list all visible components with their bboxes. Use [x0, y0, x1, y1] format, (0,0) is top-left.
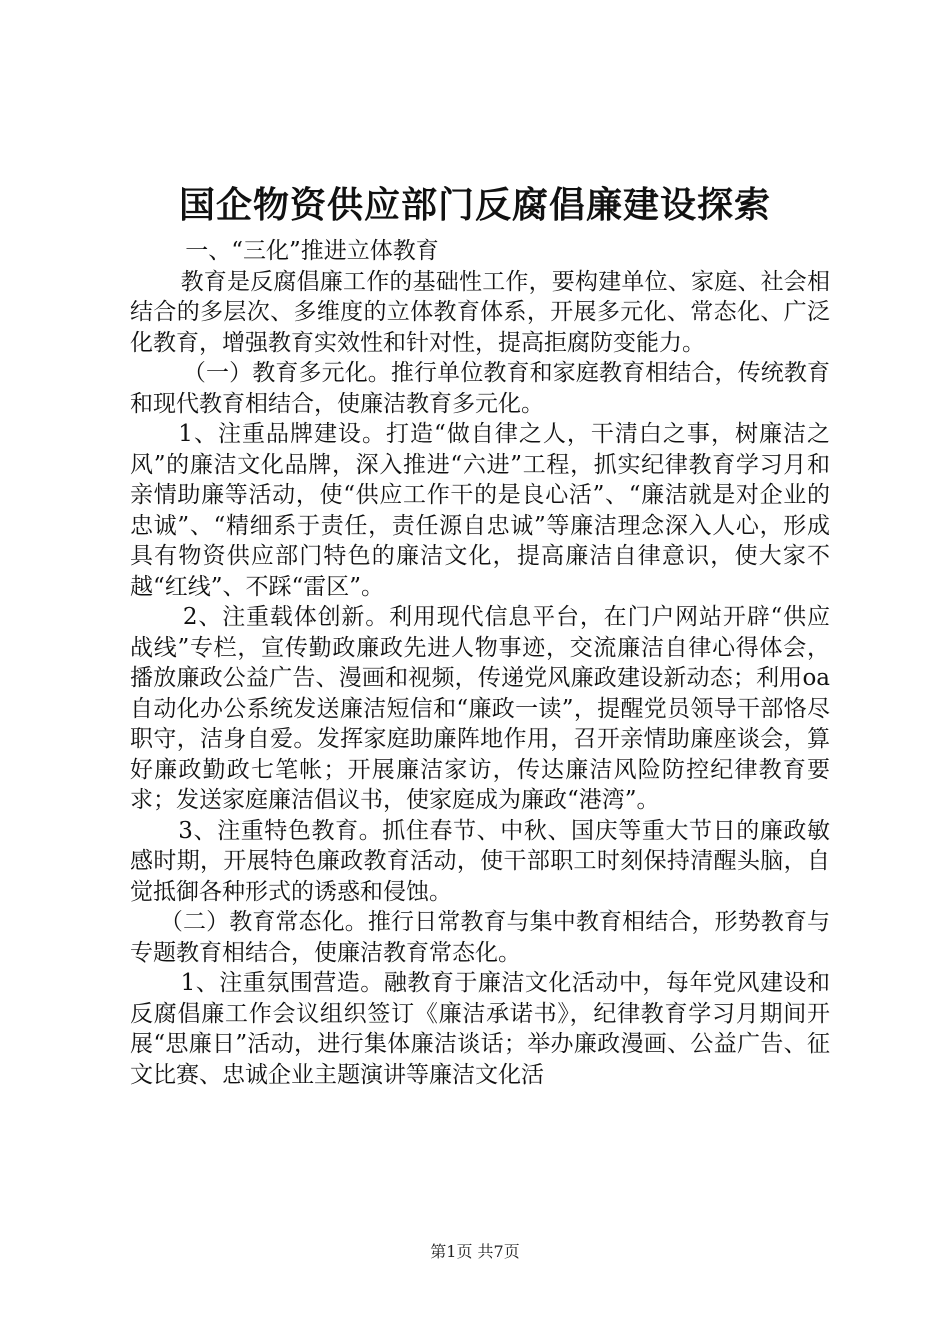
paragraph: 教育是反腐倡廉工作的基础性工作，要构建单位、家庭、社会相结合的多层次、多维度的立体教育体系，开展多元化、常态化、广泛化教育，增强教育实效性和针对性，提高拒腐防变能力。 [130, 268, 830, 356]
paragraph: （二）教育常态化。推行日常教育与集中教育相结合，形势教育与专题教育相结合，使廉洁教育常态化。 [130, 909, 830, 966]
paragraph: 1、注重品牌建设。打造“做自律之人，干清白之事，树廉洁之风”的廉洁文化品牌，深入推进“六进”工程，抓实纪律教育学习月和亲情助廉等活动，使“供应工作干的是良心活”、“廉洁就是对企业的忠诚”、“精细系于责任，责任源自忠诚”等廉洁理念深入人心，形成具有物资供应部门特色的廉洁文化，提高廉洁自律意识，使大家不越“红线”、不踩“雷区”。 [130, 421, 830, 600]
paragraph: 1、注重氛围营造。融教育于廉洁文化活动中，每年党风建设和反腐倡廉工作会议组织签订《廉洁承诺书》，纪律教育学习月期间开展“思廉日”活动，进行集体廉洁谈话；举办廉政漫画、公益广告、征文比赛、忠诚企业主题演讲等廉洁文化活 [130, 970, 830, 1088]
page-number-footer: 第1页 共7页 [430, 1242, 520, 1261]
document-body [130, 236, 830, 1090]
paragraph: 3、注重特色教育。抓住春节、中秋、国庆等重大节日的廉政敏感时期，开展特色廉政教育活动，使干部职工时刻保持清醒头脑，自觉抵御各种形式的诱惑和侵蚀。 [130, 817, 830, 905]
paragraph: 2、注重载体创新。利用现代信息平台，在门户网站开辟“供应战线”专栏，宣传勤政廉政先进人物事迹，交流廉洁自律心得体会，播放廉政公益广告、漫画和视频，传递党风廉政建设新动态；利用oa自动化办公系统发送廉洁短信和“廉政一读”，提醒党员领导干部恪尽职守，洁身自爱。发挥家庭助廉阵地作用，召开亲情助廉座谈会，算好廉政勤政七笔帐；开展廉洁家访，传达廉洁风险防控纪律教育要求；发送家庭廉洁倡议书，使家庭成为廉政“港湾”。 [130, 604, 830, 813]
paragraph: （一）教育多元化。推行单位教育和家庭教育相结合，传统教育和现代教育相结合，使廉洁教育多元化。 [130, 360, 830, 417]
section-heading: 一、“三化”推进立体教育 [185, 238, 439, 264]
document-title: 国企物资供应部门反腐倡廉建设探索 [178, 184, 771, 226]
